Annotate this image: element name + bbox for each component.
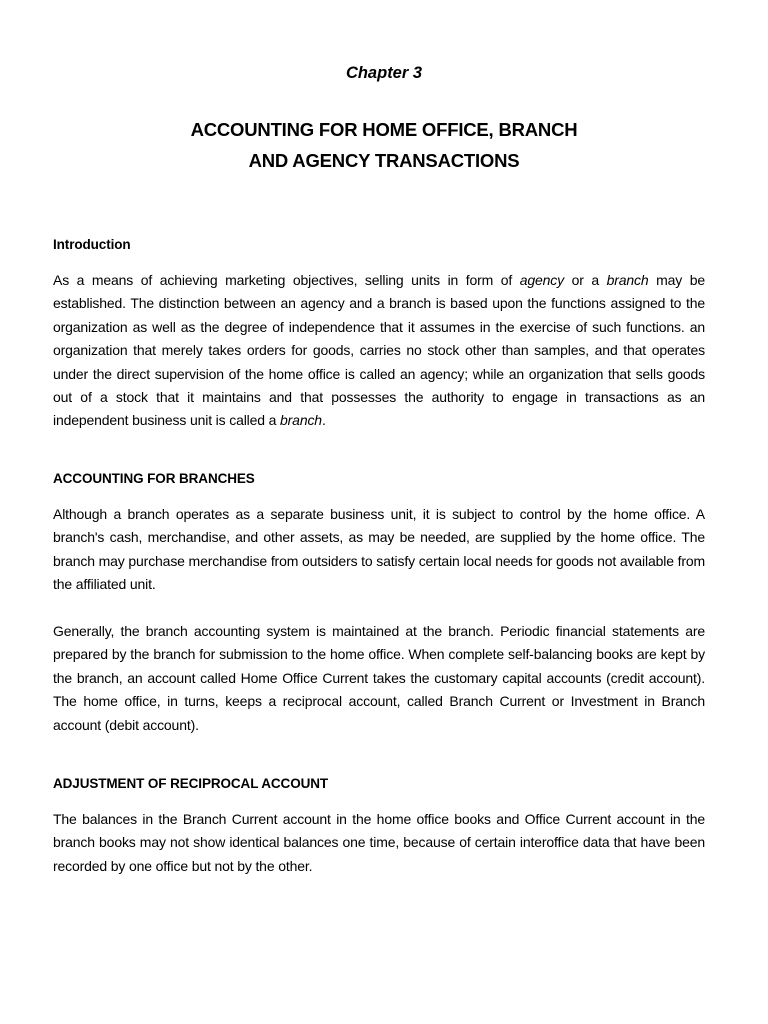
section-heading-introduction: Introduction [53,237,131,252]
paragraph-branches-1: Although a branch operates as a separate business unit, it is subject to control by the home office. A branch's cash, merchandise, and other assets, as may be needed, are supplied by the home office. The branch may purchase merchandise from outsiders to satisfy certain local needs for goods not available from the affiliated unit. [53,506,705,593]
intro-term-branch: branch [606,272,649,288]
intro-text-3: may be established. The distinction between an agency and a branch is based upon the functions assigned to the organization as well as the degree of independence that it assumes in the exercise of such functions. an organization that merely takes orders for goods, carries no stock other than samples, and that operates under the direct supervision of the home office is called an agency; while an organization that sells goods out of a stock that it maintains and that possesses the authority to engage in transactions as an independent business unit is called a [53,272,705,429]
section-heading-accounting-for-branches: ACCOUNTING FOR BRANCHES [53,471,255,486]
chapter-label: Chapter 3 [345,64,423,82]
intro-text-2: or a [564,272,607,288]
intro-text-end: . [321,412,326,429]
chapter-title [0,114,768,176]
intro-term-agency: agency [519,272,565,288]
paragraph-branches-2: Generally, the branch accounting system is maintained at the branch. Periodic financial statements are prepared by the branch for submission to the home office. When complete self-balancing books are kept by the branch, an account called Home Office Current takes the customary capital accounts (credit account). The home office, in turns, keeps a reciprocal account, called Branch Current or Investment in Branch account (debit account). [53,623,705,733]
intro-term-branch-end: branch [280,412,322,429]
chapter-title-line-2: AND AGENCY TRANSACTIONS [248,150,520,171]
chapter-title-line-1: ACCOUNTING FOR HOME OFFICE, BRANCH [190,119,578,140]
paragraph-introduction [53,269,705,433]
paragraph-adjustment: The balances in the Branch Current account in the home office books and Office Current account in the branch books may not show identical balances one time, because of certain interoffice data that have been recorded by one office but not by the other. [53,811,705,874]
section-heading-adjustment: ADJUSTMENT OF RECIPROCAL ACCOUNT [53,776,329,791]
intro-text-1: As a means of achieving marketing objectives, selling units in form of [53,272,520,288]
